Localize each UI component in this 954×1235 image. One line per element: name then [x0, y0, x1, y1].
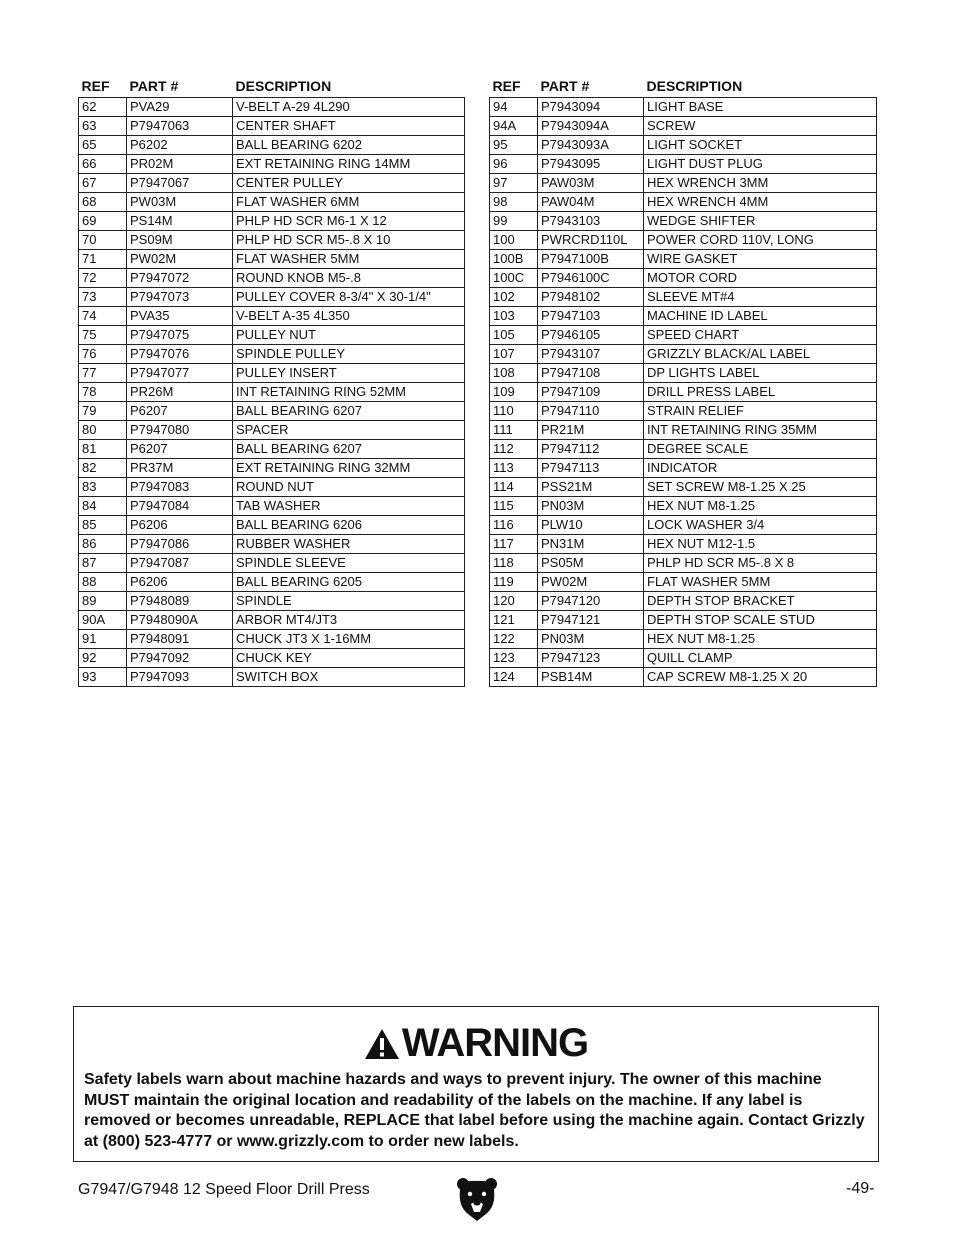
table-header: [79, 75, 465, 98]
ref-cell: 77: [79, 364, 127, 383]
ref-cell: 72: [79, 269, 127, 288]
ref-cell: 110: [490, 402, 538, 421]
ref-cell: 121: [490, 611, 538, 630]
description-cell: LIGHT BASE: [644, 98, 877, 117]
table-row: [490, 440, 877, 459]
table-row: [490, 478, 877, 497]
ref-cell: 111: [490, 421, 538, 440]
description-cell: GRIZZLY BLACK/AL LABEL: [644, 345, 877, 364]
table-row: [490, 554, 877, 573]
part-number-cell: P7943094A: [538, 117, 644, 136]
part-number-cell: PR21M: [538, 421, 644, 440]
ref-cell: 119: [490, 573, 538, 592]
ref-cell: 105: [490, 326, 538, 345]
ref-cell: 97: [490, 174, 538, 193]
part-number-cell: P7947063: [127, 117, 233, 136]
description-cell: LOCK WASHER 3/4: [644, 516, 877, 535]
table-row: [79, 364, 465, 383]
ref-cell: 89: [79, 592, 127, 611]
description-cell: LIGHT DUST PLUG: [644, 155, 877, 174]
header-part: PART #: [129, 78, 179, 94]
ref-cell: 118: [490, 554, 538, 573]
warning-triangle-icon: [364, 1028, 400, 1060]
ref-cell: 120: [490, 592, 538, 611]
warning-title: [74, 1021, 878, 1065]
part-number-cell: PN31M: [538, 535, 644, 554]
ref-cell: 76: [79, 345, 127, 364]
description-cell: PULLEY INSERT: [233, 364, 465, 383]
ref-cell: 74: [79, 307, 127, 326]
ref-cell: 73: [79, 288, 127, 307]
ref-cell: 123: [490, 649, 538, 668]
ref-cell: 107: [490, 345, 538, 364]
table-row: [79, 307, 465, 326]
description-cell: BALL BEARING 6207: [233, 402, 465, 421]
table-row: [79, 440, 465, 459]
ref-cell: 65: [79, 136, 127, 155]
table-row: [79, 136, 465, 155]
part-number-cell: PW02M: [538, 573, 644, 592]
table-row: [79, 592, 465, 611]
part-number-cell: P7947113: [538, 459, 644, 478]
ref-cell: 108: [490, 364, 538, 383]
table-row: [79, 250, 465, 269]
table-row: [79, 554, 465, 573]
part-number-cell: PW02M: [127, 250, 233, 269]
part-number-cell: P7943095: [538, 155, 644, 174]
table-row: [79, 174, 465, 193]
table-row: [490, 611, 877, 630]
ref-cell: 122: [490, 630, 538, 649]
description-cell: ARBOR MT4/JT3: [233, 611, 465, 630]
description-cell: SPEED CHART: [644, 326, 877, 345]
ref-cell: 90A: [79, 611, 127, 630]
description-cell: INT RETAINING RING 52MM: [233, 383, 465, 402]
description-cell: TAB WASHER: [233, 497, 465, 516]
table-row: [490, 383, 877, 402]
table-row: [490, 668, 877, 687]
ref-cell: 63: [79, 117, 127, 136]
ref-cell: 99: [490, 212, 538, 231]
description-cell: HEX WRENCH 3MM: [644, 174, 877, 193]
description-cell: DEPTH STOP SCALE STUD: [644, 611, 877, 630]
ref-cell: 94A: [490, 117, 538, 136]
table-row: [490, 459, 877, 478]
part-number-cell: P7947073: [127, 288, 233, 307]
table-row: [79, 649, 465, 668]
table-row: [490, 250, 877, 269]
description-cell: SLEEVE MT#4: [644, 288, 877, 307]
part-number-cell: PN03M: [538, 630, 644, 649]
description-cell: V-BELT A-29 4L290: [233, 98, 465, 117]
description-cell: DEPTH STOP BRACKET: [644, 592, 877, 611]
part-number-cell: PVA29: [127, 98, 233, 117]
ref-cell: 114: [490, 478, 538, 497]
description-cell: PULLEY NUT: [233, 326, 465, 345]
header-part: PART #: [540, 78, 590, 94]
page-number: -49-: [846, 1180, 875, 1197]
part-number-cell: P7947092: [127, 649, 233, 668]
part-number-cell: P7947110: [538, 402, 644, 421]
part-number-cell: P7943094: [538, 98, 644, 117]
part-number-cell: P7943093A: [538, 136, 644, 155]
part-number-cell: P6206: [127, 573, 233, 592]
part-number-cell: P7947112: [538, 440, 644, 459]
table-row: [490, 117, 877, 136]
description-cell: HEX NUT M8-1.25: [644, 497, 877, 516]
part-number-cell: PWRCRD110L: [538, 231, 644, 250]
table-row: [490, 307, 877, 326]
table-row: [490, 649, 877, 668]
grizzly-bear-head-icon: [456, 1176, 498, 1222]
table-row: [79, 402, 465, 421]
parts-table-left: [78, 75, 465, 687]
ref-cell: 88: [79, 573, 127, 592]
part-number-cell: PR37M: [127, 459, 233, 478]
description-cell: SPACER: [233, 421, 465, 440]
part-number-cell: P7947108: [538, 364, 644, 383]
table-row: [490, 345, 877, 364]
table-row: [79, 383, 465, 402]
ref-cell: 100: [490, 231, 538, 250]
part-number-cell: P7947121: [538, 611, 644, 630]
description-cell: PULLEY COVER 8-3/4" X 30-1/4": [233, 288, 465, 307]
description-cell: BALL BEARING 6202: [233, 136, 465, 155]
table-row: [490, 497, 877, 516]
ref-cell: 79: [79, 402, 127, 421]
ref-cell: 86: [79, 535, 127, 554]
part-number-cell: P7947087: [127, 554, 233, 573]
description-cell: SPINDLE SLEEVE: [233, 554, 465, 573]
ref-cell: 87: [79, 554, 127, 573]
part-number-cell: PSB14M: [538, 668, 644, 687]
part-number-cell: PAW03M: [538, 174, 644, 193]
ref-cell: 94: [490, 98, 538, 117]
header-description: DESCRIPTION: [235, 78, 332, 94]
part-number-cell: PW03M: [127, 193, 233, 212]
part-number-cell: P7947123: [538, 649, 644, 668]
part-number-cell: P7947100B: [538, 250, 644, 269]
description-cell: PHLP HD SCR M5-.8 X 10: [233, 231, 465, 250]
table-row: [79, 98, 465, 117]
description-cell: CHUCK JT3 X 1-16MM: [233, 630, 465, 649]
part-number-cell: P7947072: [127, 269, 233, 288]
part-number-cell: P7947075: [127, 326, 233, 345]
table-row: [490, 421, 877, 440]
table-row: [79, 630, 465, 649]
ref-cell: 66: [79, 155, 127, 174]
description-cell: FLAT WASHER 5MM: [233, 250, 465, 269]
ref-cell: 100B: [490, 250, 538, 269]
description-cell: STRAIN RELIEF: [644, 402, 877, 421]
description-cell: PHLP HD SCR M6-1 X 12: [233, 212, 465, 231]
part-number-cell: PS14M: [127, 212, 233, 231]
ref-cell: 78: [79, 383, 127, 402]
description-cell: INT RETAINING RING 35MM: [644, 421, 877, 440]
part-number-cell: P6206: [127, 516, 233, 535]
part-number-cell: P6202: [127, 136, 233, 155]
part-number-cell: P7947086: [127, 535, 233, 554]
description-cell: LIGHT SOCKET: [644, 136, 877, 155]
ref-cell: 124: [490, 668, 538, 687]
description-cell: SWITCH BOX: [233, 668, 465, 687]
table-row: [79, 516, 465, 535]
table-row: [79, 668, 465, 687]
part-number-cell: P7947076: [127, 345, 233, 364]
table-row: [490, 288, 877, 307]
part-number-cell: PVA35: [127, 307, 233, 326]
table-row: [79, 326, 465, 345]
table-row: [79, 478, 465, 497]
table-row: [79, 459, 465, 478]
ref-cell: 115: [490, 497, 538, 516]
part-number-cell: PLW10: [538, 516, 644, 535]
table-row: [79, 212, 465, 231]
description-cell: DP LIGHTS LABEL: [644, 364, 877, 383]
part-number-cell: P7948102: [538, 288, 644, 307]
description-cell: PHLP HD SCR M5-.8 X 8: [644, 554, 877, 573]
description-cell: CENTER SHAFT: [233, 117, 465, 136]
table-row: [79, 421, 465, 440]
description-cell: SET SCREW M8-1.25 X 25: [644, 478, 877, 497]
ref-cell: 113: [490, 459, 538, 478]
ref-cell: 68: [79, 193, 127, 212]
description-cell: HEX NUT M12-1.5: [644, 535, 877, 554]
part-number-cell: PSS21M: [538, 478, 644, 497]
table-row: [490, 535, 877, 554]
ref-cell: 91: [79, 630, 127, 649]
part-number-cell: P7947083: [127, 478, 233, 497]
ref-cell: 92: [79, 649, 127, 668]
description-cell: WIRE GASKET: [644, 250, 877, 269]
table-row: [79, 611, 465, 630]
part-number-cell: P7947093: [127, 668, 233, 687]
table-row: [79, 345, 465, 364]
table-header: [490, 75, 877, 98]
part-number-cell: P6207: [127, 440, 233, 459]
ref-cell: 83: [79, 478, 127, 497]
description-cell: SCREW: [644, 117, 877, 136]
description-cell: DEGREE SCALE: [644, 440, 877, 459]
warning-text: Safety labels warn about machine hazards and ways to prevent injury. The owner of this machine MUST maintain the original location and readability of the labels on the machine. If any label is removed or becomes unreadable, REPLACE that label before using the machine again. Contact Grizzly at (800) 523-4777 or www.grizzly.com to order new labels.: [84, 1071, 865, 1150]
part-number-cell: P7943103: [538, 212, 644, 231]
part-number-cell: P7947109: [538, 383, 644, 402]
ref-cell: 95: [490, 136, 538, 155]
table-row: [490, 402, 877, 421]
header-description: DESCRIPTION: [646, 78, 743, 94]
part-number-cell: P7943107: [538, 345, 644, 364]
ref-cell: 67: [79, 174, 127, 193]
ref-cell: 69: [79, 212, 127, 231]
description-cell: HEX NUT M8-1.25: [644, 630, 877, 649]
part-number-cell: PAW04M: [538, 193, 644, 212]
table-row: [490, 364, 877, 383]
description-cell: SPINDLE: [233, 592, 465, 611]
table-row: [79, 117, 465, 136]
warning-title-text: WARNING: [401, 1021, 589, 1065]
description-cell: V-BELT A-35 4L350: [233, 307, 465, 326]
part-number-cell: P7948089: [127, 592, 233, 611]
part-number-cell: P7948091: [127, 630, 233, 649]
table-row: [79, 193, 465, 212]
table-row: [490, 573, 877, 592]
ref-cell: 100C: [490, 269, 538, 288]
ref-cell: 71: [79, 250, 127, 269]
description-cell: INDICATOR: [644, 459, 877, 478]
part-number-cell: P6207: [127, 402, 233, 421]
description-cell: ROUND KNOB M5-.8: [233, 269, 465, 288]
table-row: [490, 231, 877, 250]
ref-cell: 116: [490, 516, 538, 535]
ref-cell: 62: [79, 98, 127, 117]
ref-cell: 80: [79, 421, 127, 440]
table-row: [490, 630, 877, 649]
table-row: [79, 497, 465, 516]
ref-cell: 103: [490, 307, 538, 326]
description-cell: EXT RETAINING RING 14MM: [233, 155, 465, 174]
part-number-cell: P7947077: [127, 364, 233, 383]
warning-box: [73, 1006, 879, 1162]
ref-cell: 82: [79, 459, 127, 478]
part-number-cell: P7946100C: [538, 269, 644, 288]
part-number-cell: P7947067: [127, 174, 233, 193]
table-row: [79, 231, 465, 250]
description-cell: WEDGE SHIFTER: [644, 212, 877, 231]
table-row: [490, 98, 877, 117]
part-number-cell: P7947120: [538, 592, 644, 611]
ref-cell: 109: [490, 383, 538, 402]
table-row: [490, 212, 877, 231]
description-cell: ROUND NUT: [233, 478, 465, 497]
description-cell: FLAT WASHER 5MM: [644, 573, 877, 592]
ref-cell: 102: [490, 288, 538, 307]
description-cell: MOTOR CORD: [644, 269, 877, 288]
ref-cell: 84: [79, 497, 127, 516]
table-row: [490, 269, 877, 288]
table-row: [490, 516, 877, 535]
description-cell: MACHINE ID LABEL: [644, 307, 877, 326]
part-number-cell: P7947084: [127, 497, 233, 516]
table-row: [79, 535, 465, 554]
ref-cell: 85: [79, 516, 127, 535]
part-number-cell: P7946105: [538, 326, 644, 345]
description-cell: CAP SCREW M8-1.25 X 20: [644, 668, 877, 687]
ref-cell: 93: [79, 668, 127, 687]
description-cell: BALL BEARING 6205: [233, 573, 465, 592]
ref-cell: 70: [79, 231, 127, 250]
table-row: [490, 174, 877, 193]
header-ref: REF: [81, 78, 110, 94]
table-row: [490, 326, 877, 345]
ref-cell: 75: [79, 326, 127, 345]
description-cell: CENTER PULLEY: [233, 174, 465, 193]
part-number-cell: PS05M: [538, 554, 644, 573]
parts-table-right: [489, 75, 877, 687]
description-cell: DRILL PRESS LABEL: [644, 383, 877, 402]
description-cell: RUBBER WASHER: [233, 535, 465, 554]
part-number-cell: PN03M: [538, 497, 644, 516]
part-number-cell: P7948090A: [127, 611, 233, 630]
table-row: [490, 155, 877, 174]
description-cell: HEX WRENCH 4MM: [644, 193, 877, 212]
ref-cell: 117: [490, 535, 538, 554]
ref-cell: 81: [79, 440, 127, 459]
footer-model: G7947/G7948 12 Speed Floor Drill Press: [78, 1181, 370, 1198]
description-cell: BALL BEARING 6207: [233, 440, 465, 459]
description-cell: POWER CORD 110V, LONG: [644, 231, 877, 250]
ref-cell: 96: [490, 155, 538, 174]
table-row: [490, 193, 877, 212]
table-row: [79, 269, 465, 288]
description-cell: QUILL CLAMP: [644, 649, 877, 668]
description-cell: SPINDLE PULLEY: [233, 345, 465, 364]
table-row: [490, 592, 877, 611]
table-row: [490, 136, 877, 155]
description-cell: BALL BEARING 6206: [233, 516, 465, 535]
part-number-cell: PS09M: [127, 231, 233, 250]
description-cell: EXT RETAINING RING 32MM: [233, 459, 465, 478]
table-row: [79, 155, 465, 174]
part-number-cell: P7947103: [538, 307, 644, 326]
part-number-cell: PR26M: [127, 383, 233, 402]
table-row: [79, 573, 465, 592]
part-number-cell: P7947080: [127, 421, 233, 440]
ref-cell: 112: [490, 440, 538, 459]
part-number-cell: PR02M: [127, 155, 233, 174]
ref-cell: 98: [490, 193, 538, 212]
table-row: [79, 288, 465, 307]
description-cell: CHUCK KEY: [233, 649, 465, 668]
description-cell: FLAT WASHER 6MM: [233, 193, 465, 212]
header-ref: REF: [492, 78, 521, 94]
